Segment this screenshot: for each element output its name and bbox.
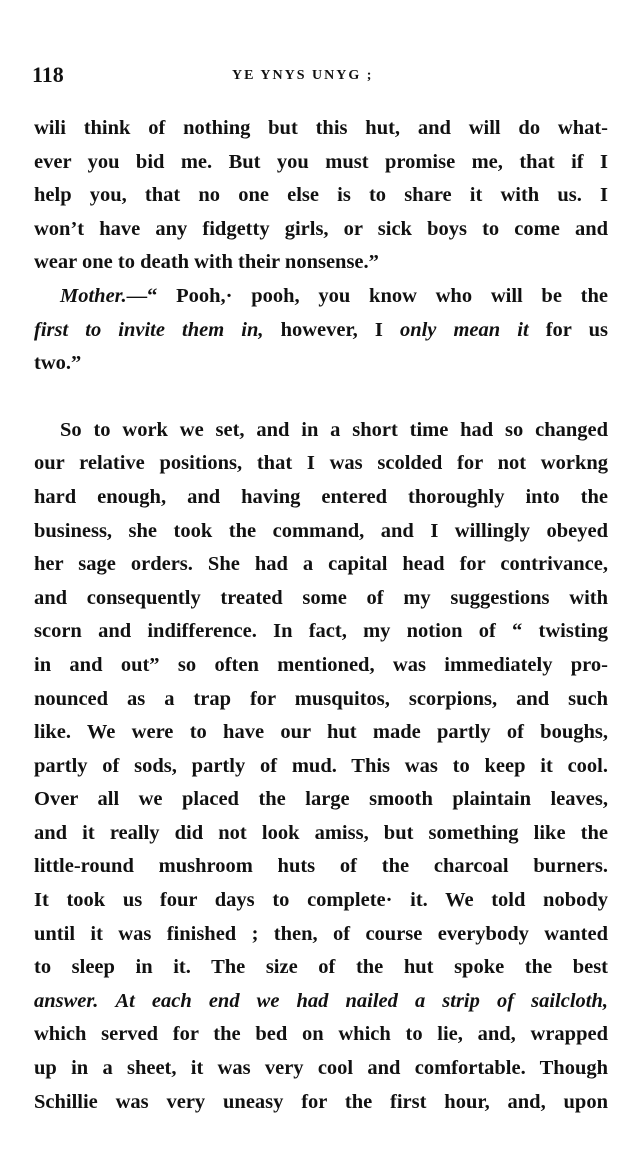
- running-title: YE YNYS UNYG ;: [232, 68, 374, 83]
- italic-phrase: At each end we had nailed a strip of sailcloth,: [115, 989, 608, 1012]
- italic-phrase: first to invite them in,: [34, 318, 264, 341]
- text-line: help you, that no one else is to share it with us. I: [34, 184, 608, 207]
- text-line: and it really did not look amiss, but something like the: [34, 821, 608, 844]
- text-line: nounced as a trap for musquitos, scorpions, and such: [34, 687, 608, 710]
- text-line: and consequently treated some of my suggestions with: [34, 586, 608, 609]
- text-line: in and out” so often mentioned, was immediately pro-: [34, 653, 608, 676]
- page-number: 118: [32, 62, 64, 87]
- text-line: scorn and indifference. In fact, my notion of “ twisting: [34, 620, 608, 643]
- text-line: two.”: [34, 352, 82, 375]
- text-line: her sage orders. She had a capital head for contrivance,: [34, 553, 608, 576]
- speech-text: however, I: [263, 318, 400, 341]
- text-line: up in a sheet, it was very cool and comfortable. Though: [34, 1057, 608, 1080]
- text-line: until it was finished ; then, of course everybody wanted: [34, 922, 608, 945]
- italic-phrase: only mean it: [399, 318, 529, 341]
- page-header: [32, 62, 606, 94]
- speech-text: for us: [528, 318, 608, 341]
- text-line: hard enough, and having entered thoroughly into the: [34, 485, 608, 508]
- text-line: ever you bid me. But you must promise me, that if I: [34, 150, 608, 173]
- text-line: wear one to death with their nonsense.”: [34, 251, 379, 274]
- italic-phrase: answer.: [34, 989, 99, 1012]
- text-line: partly of sods, partly of mud. This was to keep it cool.: [34, 754, 608, 777]
- text-line: which served for the bed on which to lie, and, wrapped: [34, 1023, 608, 1046]
- text-line: So to work we set, and in a short time had so changed: [60, 418, 608, 441]
- text-line: little-round mushroom huts of the charcoal burners.: [34, 855, 608, 878]
- text-line: Schillie was very uneasy for the first hour, and, upon: [34, 1090, 608, 1113]
- text-line: [34, 280, 608, 314]
- text-line: like. We were to have our hut made partly of boughs,: [34, 721, 608, 744]
- speaker-name: Mother.: [60, 284, 127, 307]
- text-line: [34, 985, 608, 1019]
- text-line: business, she took the command, and I willingly obeyed: [34, 519, 608, 542]
- text-line: Over all we placed the large smooth plaintain leaves,: [34, 788, 608, 811]
- text-line: [34, 314, 608, 348]
- text-line: It took us four days to complete· it. We told nobody: [34, 889, 608, 912]
- text-line: to sleep in it. The size of the hut spoke the best: [34, 956, 608, 979]
- speech-text: —“ Pooh,· pooh, you know who will be the: [126, 284, 608, 307]
- text-line: wili think of nothing but this hut, and will do what-: [34, 117, 608, 139]
- body-text: [34, 112, 608, 1119]
- text-line: won’t have any fidgetty girls, or sick boys to come and: [34, 217, 608, 240]
- text-line: our relative positions, that I was scolded for not workng: [34, 452, 608, 475]
